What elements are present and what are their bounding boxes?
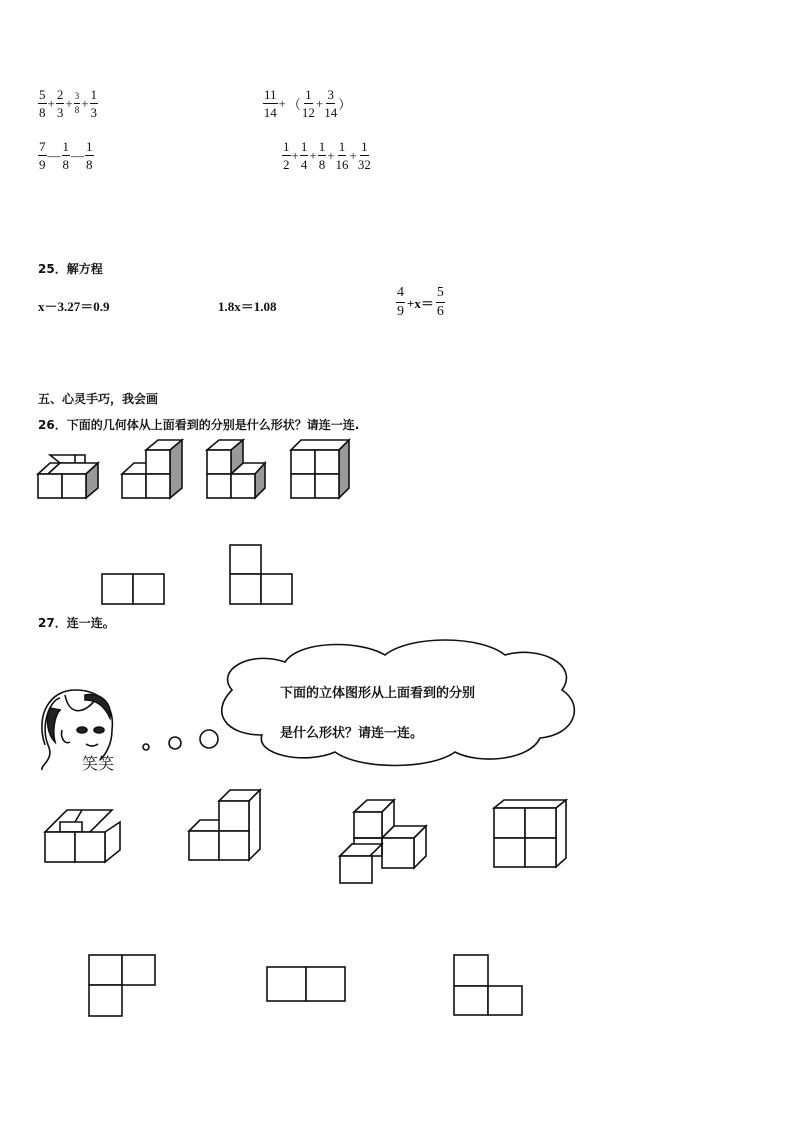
- equation-2: 1.8x＝1.08: [218, 299, 277, 314]
- fraction: $\frac{1}{8}$: [62, 139, 69, 172]
- fraction: $\frac{1}{8}$: [86, 139, 93, 172]
- girl-caption: 笑笑: [82, 754, 115, 773]
- question-27-title: 27．连一连。: [38, 616, 115, 630]
- fraction: $\frac{1}{32}$: [357, 139, 371, 172]
- fraction: $\frac{3}{14}$: [324, 87, 338, 120]
- top-view-l-shape: [230, 545, 292, 604]
- bubble-line-2: 是什么形状？请连一连。: [280, 726, 424, 741]
- fraction: $\frac{5}{6}$: [436, 285, 444, 319]
- solid-d: [494, 800, 566, 867]
- question-26-title: 26．下面的几何体从上面看到的分别是什么形状？请连一连.: [38, 418, 360, 432]
- expression-4: $\frac{1}{2}$ + $\frac{1}{4}$ + $\frac{1}{8}$ + $\frac{1}{16}$ + $\frac{1}{32}$: [283, 139, 371, 172]
- solid-b: [189, 790, 260, 860]
- solid-shape-3: [207, 440, 265, 498]
- expression-2: $\frac{11}{14}$ + （ $\frac{1}{12}$ + $\frac{3}{14}$ ）: [263, 87, 352, 120]
- top-view-l-upper: [89, 955, 155, 1016]
- fraction: $\frac{1}{2}$: [283, 139, 290, 172]
- top-view-pair: [267, 967, 345, 1001]
- fraction: $\frac{1}{12}$: [301, 87, 315, 120]
- fraction: $\frac{4}{9}$: [397, 285, 404, 319]
- solid-c: [340, 800, 426, 883]
- equation-1: x－3.27＝0.9: [38, 299, 110, 314]
- fraction: $\frac{1}{16}$: [335, 139, 349, 172]
- fraction: $\frac{2}{3}$: [56, 87, 64, 120]
- top-view-l-lower: [454, 955, 522, 1015]
- bubble-line-1: 下面的立体图形从上面看到的分别: [280, 686, 476, 701]
- fraction: $\frac{5}{8}$: [39, 87, 46, 120]
- fraction: $\frac{3}{8}$: [74, 91, 80, 115]
- thought-bubble: [143, 640, 574, 766]
- expression-1: $\frac{5}{8}$ + $\frac{2}{3}$ + $\frac{3}{8}$ + $\frac{1}{3}$: [39, 87, 98, 120]
- expression-3: $\frac{7}{9}$ — $\frac{1}{8}$ — $\frac{1}{8}$: [39, 139, 93, 172]
- solid-shape-2: [122, 440, 182, 498]
- fraction: $\frac{7}{9}$: [39, 139, 46, 172]
- question-25-title: 25．解方程: [38, 262, 103, 276]
- fraction: $\frac{1}{4}$: [300, 139, 308, 172]
- section-5-title: 五、心灵手巧，我会画: [38, 392, 159, 406]
- top-view-two-squares: [102, 574, 164, 604]
- solid-a: [45, 810, 120, 862]
- equation-3: $\frac{4}{9}$ +x＝ $\frac{5}{6}$: [397, 285, 444, 319]
- fraction: $\frac{1}{8}$: [318, 139, 326, 172]
- solid-shape-1: [38, 455, 98, 498]
- fraction: $\frac{11}{14}$: [263, 87, 277, 120]
- solid-shape-4: [291, 440, 349, 498]
- fraction: $\frac{1}{3}$: [90, 87, 98, 120]
